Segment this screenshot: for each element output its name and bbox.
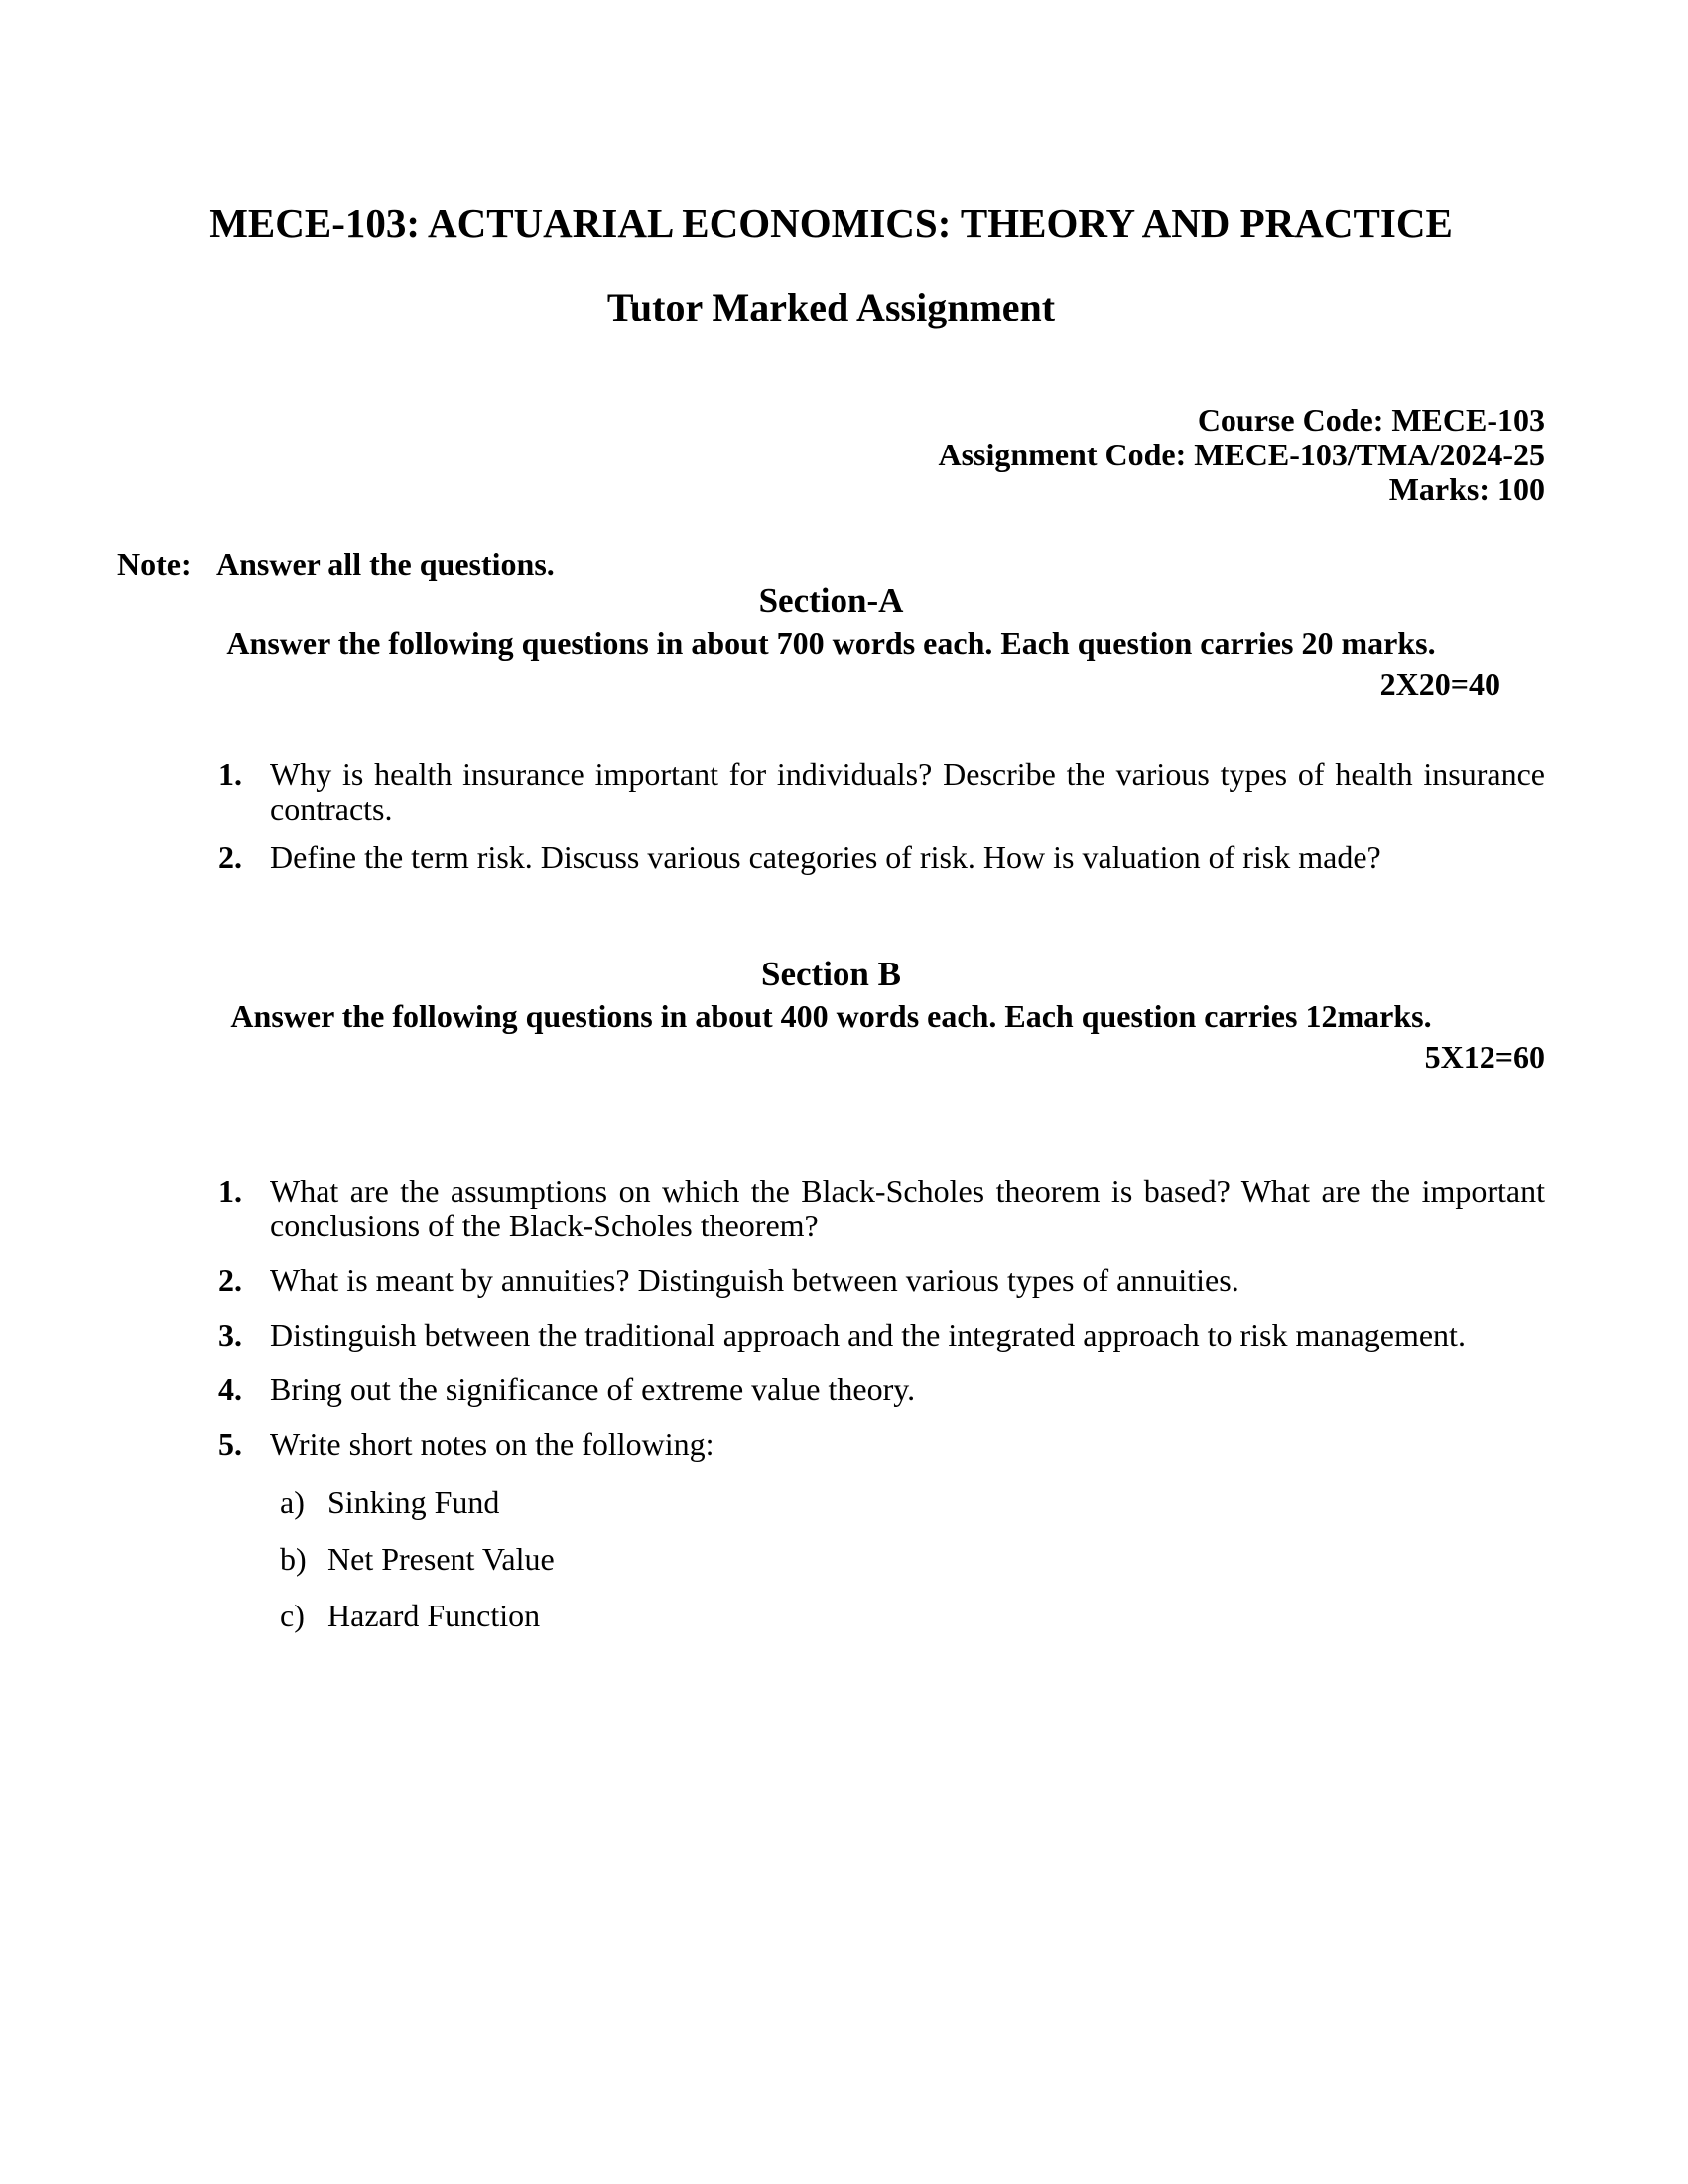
page-title: MECE-103: ACTUARIAL ECONOMICS: THEORY AND PRACTICE xyxy=(209,200,1453,246)
section-b-question-list xyxy=(117,1174,1545,1633)
sub-item-label: c) xyxy=(280,1598,305,1633)
question-number: 5. xyxy=(218,1426,242,1462)
note-label: Note: xyxy=(117,546,192,581)
question-number: 3. xyxy=(218,1317,242,1352)
sub-item-text: Hazard Function xyxy=(327,1598,541,1633)
question-text: What are the assumptions on which the Black-Scholes theorem is based? What are the important conclusions of the Black-Scholes theorem? xyxy=(270,1173,1545,1243)
section-a-question-list xyxy=(117,757,1545,875)
sub-item-label: a) xyxy=(280,1484,305,1520)
section-a-instruction: Answer the following questions in about 700 words each. Each question carries 20 marks. xyxy=(226,625,1436,661)
question-item xyxy=(117,1427,1545,1462)
page-subtitle: Tutor Marked Assignment xyxy=(606,285,1056,329)
question-number: 2. xyxy=(218,1262,242,1298)
question-item xyxy=(117,1263,1545,1298)
question-number: 4. xyxy=(218,1371,242,1407)
note-line xyxy=(117,547,1545,581)
sub-item-text: Net Present Value xyxy=(327,1541,555,1577)
sub-item xyxy=(117,1485,1545,1520)
question-item xyxy=(117,757,1545,827)
course-code: Course Code: MECE-103 xyxy=(1197,402,1545,438)
sub-item xyxy=(117,1542,1545,1577)
section-b-heading: Section B xyxy=(761,955,901,993)
question-item xyxy=(117,1318,1545,1352)
question-number: 2. xyxy=(218,839,242,875)
sub-item-text: Sinking Fund xyxy=(327,1484,500,1520)
assignment-meta xyxy=(117,403,1545,507)
section-a-heading: Section-A xyxy=(758,581,904,620)
question-item xyxy=(117,1372,1545,1407)
question-item xyxy=(117,1174,1545,1243)
assignment-code: Assignment Code: MECE-103/TMA/2024-25 xyxy=(938,437,1545,472)
question-text: Why is health insurance important for individuals? Describe the various types of health insurance contracts. xyxy=(270,756,1545,827)
note-text: Answer all the questions. xyxy=(216,546,555,581)
sub-item-label: b) xyxy=(280,1541,307,1577)
short-notes-sublist xyxy=(117,1485,1545,1633)
section-b-instruction: Answer the following questions in about 400 words each. Each question carries 12marks. xyxy=(230,998,1432,1034)
total-marks: Marks: 100 xyxy=(1388,471,1545,507)
question-text: Distinguish between the traditional approach and the integrated approach to risk management. xyxy=(270,1317,1466,1352)
document-content xyxy=(117,0,1545,1633)
question-text: What is meant by annuities? Distinguish between various types of annuities. xyxy=(270,1262,1239,1298)
question-item xyxy=(117,840,1545,875)
question-text: Write short notes on the following: xyxy=(270,1426,714,1462)
sub-item xyxy=(117,1599,1545,1633)
question-text: Define the term risk. Discuss various categories of risk. How is valuation of risk made? xyxy=(270,839,1381,875)
question-number: 1. xyxy=(218,1173,242,1209)
question-number: 1. xyxy=(218,756,242,792)
question-text: Bring out the significance of extreme value theory. xyxy=(270,1371,916,1407)
section-a-marks-line: 2X20=40 xyxy=(1379,666,1500,702)
section-b-marks-line: 5X12=60 xyxy=(1424,1039,1545,1075)
